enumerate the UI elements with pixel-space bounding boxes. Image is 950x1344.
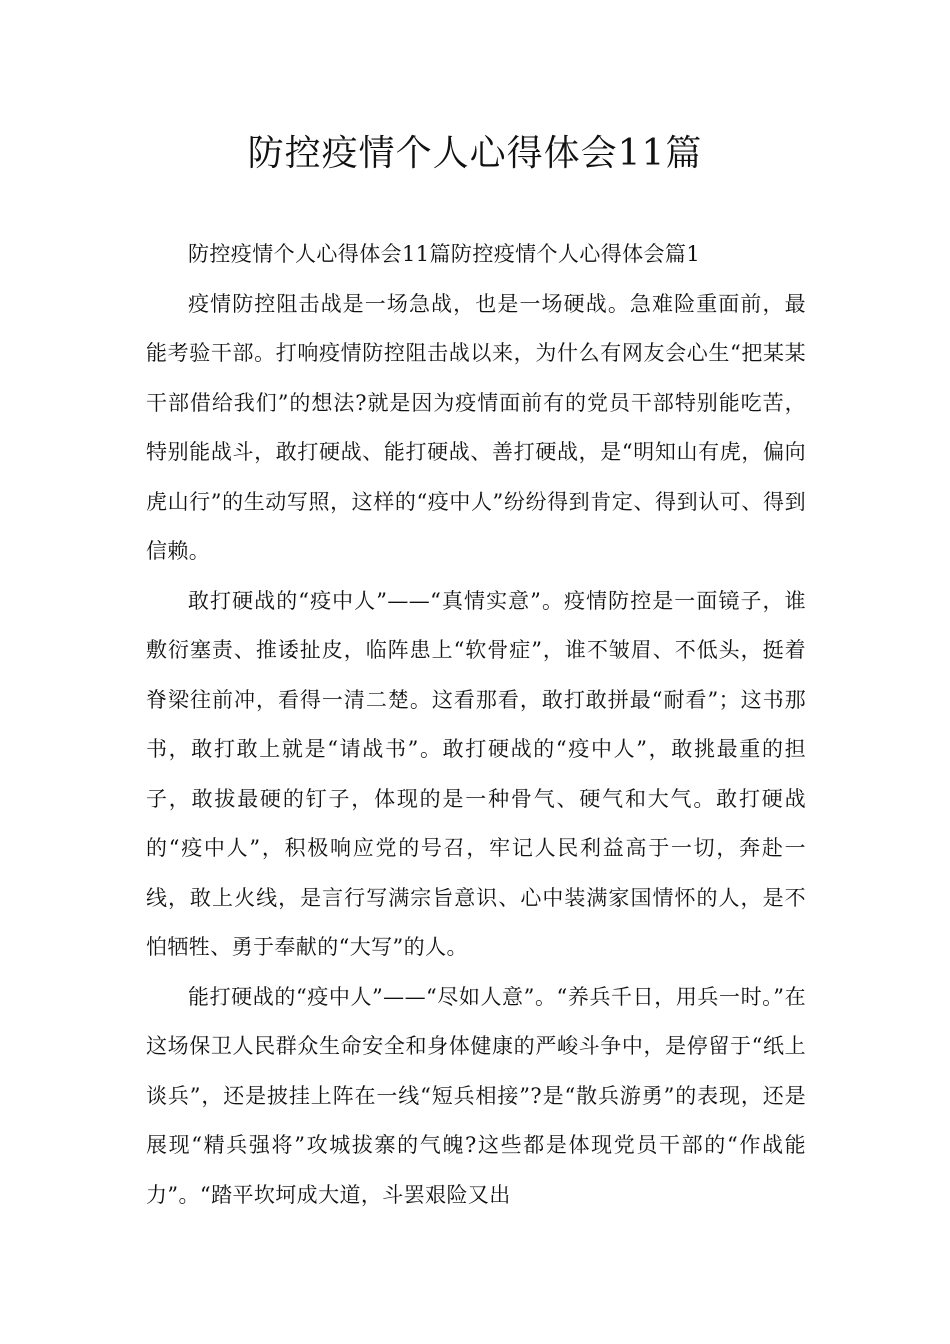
paragraph-2: 敢打硬战的“疫中人”——“真情实意”。疫情防控是一面镜子，谁敷衍塞责、推诿扯皮，临阵患上“软骨症”，谁不皱眉、不低头，挺着脊梁往前冲，看得一清二楚。这看那看，敢打敢拼最“耐看”；这书那书，敢打敢上就是“请战书”。敢打硬战的“疫中人”，敢挑最重的担子，敢拔最硬的钉子，体现的是一种骨气、硬气和大气。敢打硬战的“疫中人”，积极响应党的号召，牢记人民利益高于一切，奔赴一线，敢上火线，是言行写满宗旨意识、心中装满家国情怀的人，是不怕牺牲、勇于奉献的“大写”的人。 <box>146 588 806 959</box>
paragraph-1: 疫情防控阻击战是一场急战，也是一场硬战。急难险重面前，最能考验干部。打响疫情防控阻击战以来，为什么有网友会心生“把某某干部借给我们”的想法?就是因为疫情面前有的党员干部特别能吃苦，特别能战斗，敢打硬战、能打硬战、善打硬战，是“明知山有虎，偏向虎山行”的生动写照，这样的“疫中人”纷纷得到肯定、得到认可、得到信赖。 <box>146 291 806 563</box>
document-subtitle: 防控疫情个人心得体会11篇防控疫情个人心得体会篇1 <box>188 242 701 266</box>
paragraph-3: 能打硬战的“疫中人”——“尽如人意”。“养兵千日，用兵一时。”在这场保卫人民群众生命安全和身体健康的严峻斗争中，是停留于“纸上谈兵”，还是披挂上阵在一线“短兵相接”?是“散兵游勇”的表现，还是展现“精兵强将”攻城拔寨的气魄?这些都是体现党员干部的“作战能力”。“踏平坎坷成大道，斗罢艰险又出 <box>146 984 806 1207</box>
document-title: 防控疫情个人心得体会11篇 <box>247 133 703 174</box>
document-body <box>146 230 806 1220</box>
